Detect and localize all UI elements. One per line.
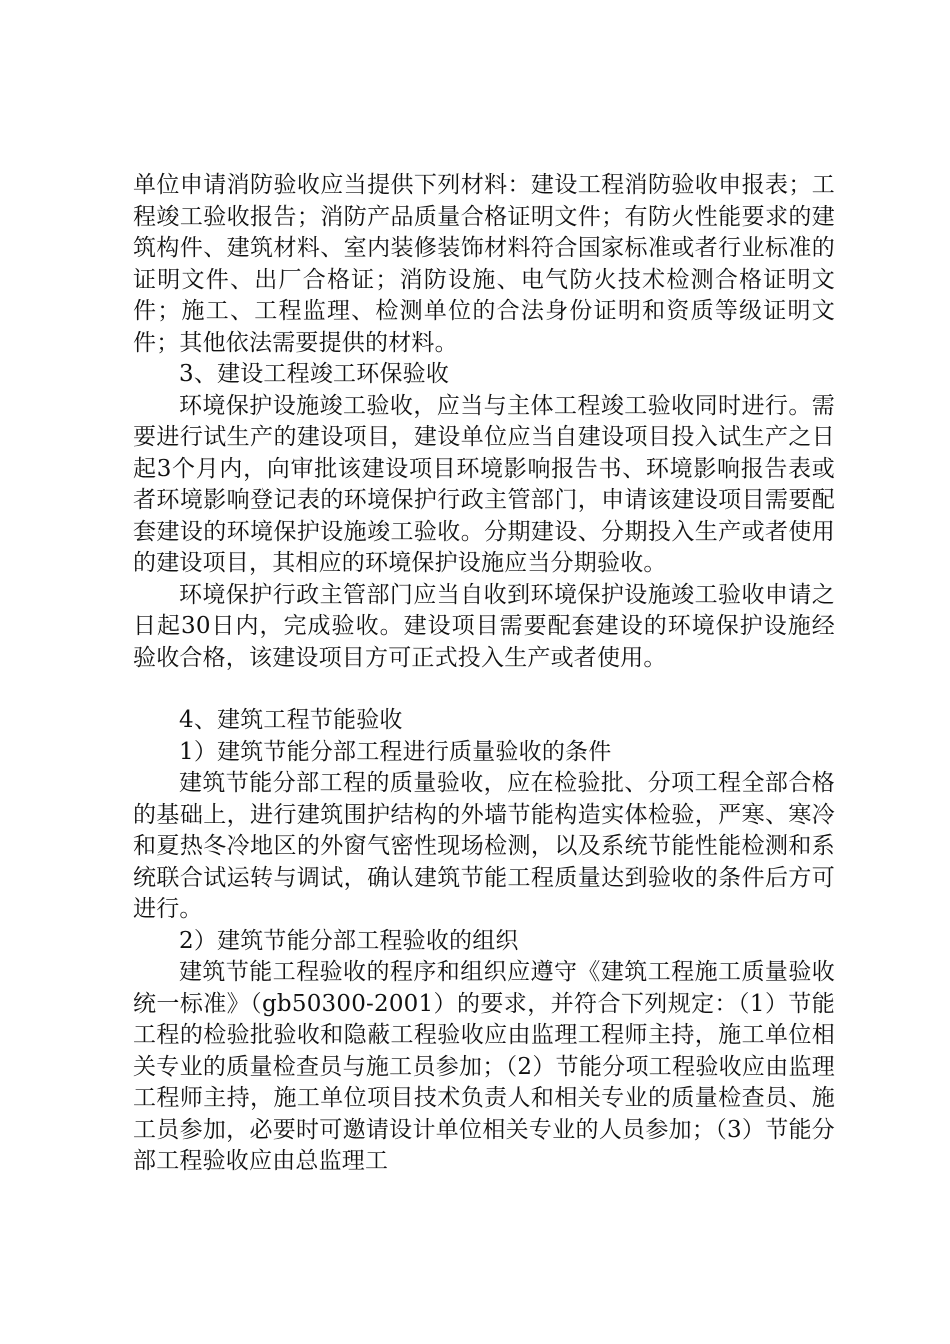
paragraph-acceptance-conditions: 建筑节能分部工程的质量验收，应在检验批、分项工程全部合格的基础上，进行建筑围护结构的外墙节能构造实体检验，严寒、寒冷和夏热冬冷地区的外窗气密性现场检测，以及系统节能性能检测和系统联合试运转与调试，确认建筑节能工程质量达到验收的条件后方可进行。 [133,770,835,922]
paragraph-environmental-facility-acceptance: 环境保护设施竣工验收，应当与主体工程竣工验收同时进行。需要进行试生产的建设项目，建设单位应当自建设项目投入试生产之日起3个月内，向审批该建设项目环境影响报告书、环境影响报告表或者环境影响登记表的环境保护行政主管部门，申请该建设项目需要配套建设的环境保护设施竣工验收。分期建设、分期投入生产或者使用的建设项目，其相应的环境保护设施应当分期验收。 [133,392,835,576]
subsection-heading-acceptance-conditions: 1）建筑节能分部工程进行质量验收的条件 [179,738,612,765]
section-heading-environmental-acceptance: 3、建设工程竣工环保验收 [179,361,450,387]
paragraph-environmental-acceptance-deadline: 环境保护行政主管部门应当自收到环境保护设施竣工验收申请之日起30日内，完成验收。建设项目需要配套建设的环境保护设施经验收合格，该建设项目方可正式投入生产或者使用。 [133,581,835,671]
paragraph-fire-acceptance-materials: 单位申请消防验收应当提供下列材料：建设工程消防验收申报表；工程竣工验收报告；消防产品质量合格证明文件；有防火性能要求的建筑构件、建筑材料、室内装修装饰材料符合国家标准或者行业标准的证明文件、出厂合格证；消防设施、电气防火技术检测合格证明文件；施工、工程监理、检测单位的合法身份证明和资质等级证明文件；其他依法需要提供的材料。 [133,172,835,356]
blank-line [133,674,835,705]
subsection-heading-acceptance-organization: 2）建筑节能分部工程验收的组织 [179,927,519,954]
document-page [133,170,835,1178]
section-heading-energy-saving-acceptance: 4、建筑工程节能验收 [179,707,403,733]
paragraph-acceptance-organization: 建筑节能工程验收的程序和组织应遵守《建筑工程施工质量验收统一标准》（gb50300-2001）的要求，并符合下列规定：（1）节能工程的检验批验收和隐蔽工程验收应由监理工程师主持，施工单位相关专业的质量检查员与施工员参加；（2）节能分项工程验收应由监理工程师主持，施工单位项目技术负责人和相关专业的质量检查员、施工员参加，必要时可邀请设计单位相关专业的人员参加；（3）节能分部工程验收应由总监理工 [133,959,835,1174]
